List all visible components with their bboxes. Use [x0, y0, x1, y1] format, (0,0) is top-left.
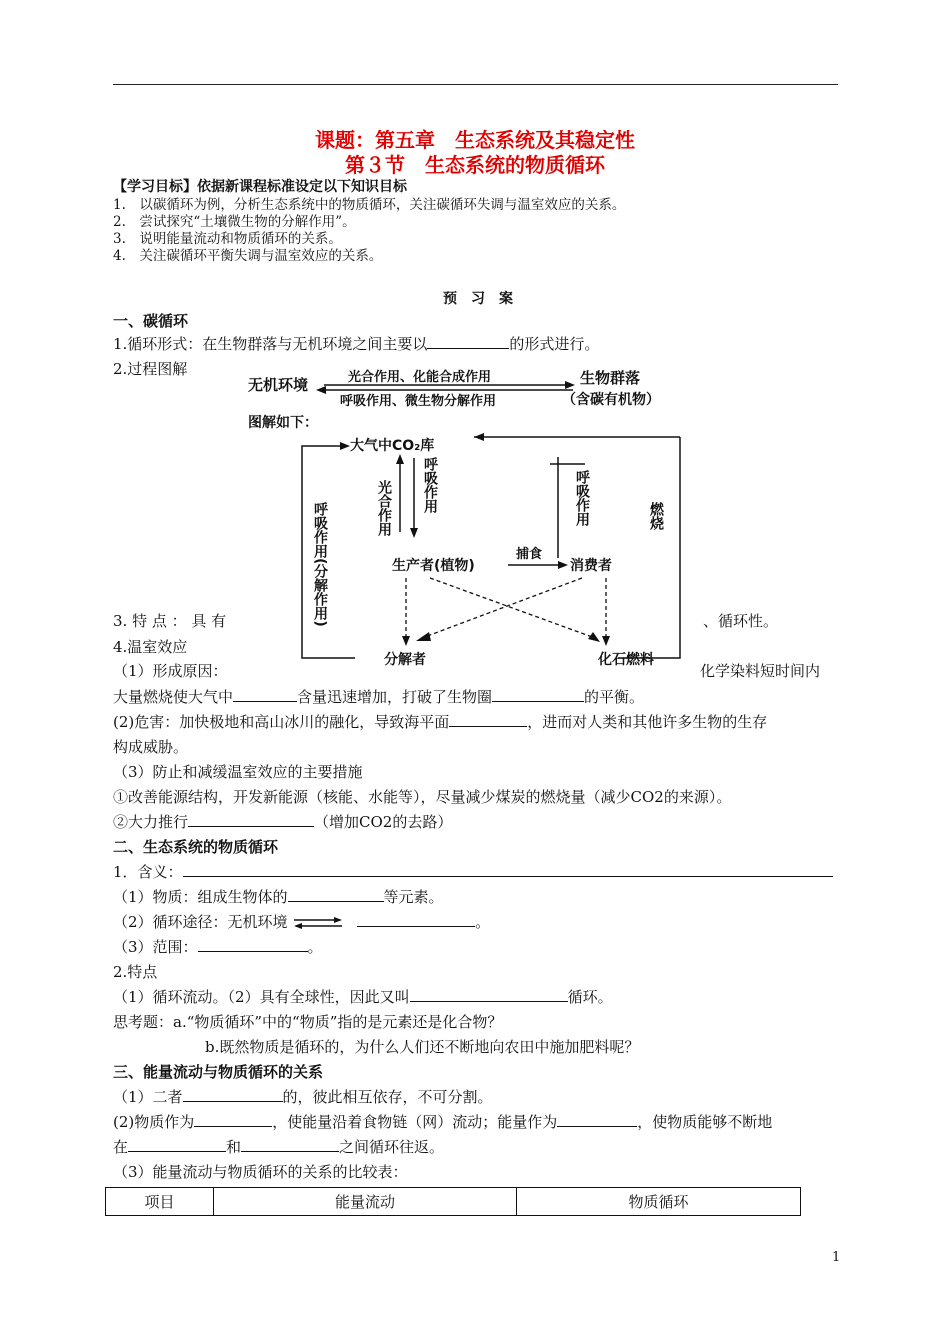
s1-m1: ①改善能源结构，开发新能源（核能、水能等），尽量减少煤炭的燃烧量（减少CO2的来源）。 — [113, 788, 732, 806]
blank[interactable] — [128, 1137, 226, 1152]
blank[interactable] — [198, 937, 308, 952]
s2-q1-3: （3）范围： 。 — [113, 938, 323, 956]
blank[interactable] — [410, 987, 568, 1002]
s3-p1: （1）二者 的，彼此相互依存，不可分割。 — [113, 1088, 493, 1106]
s1-q4-1-post: 化学染料短时间内 — [700, 662, 821, 680]
diag-photo: 光合作用 — [376, 480, 392, 536]
diag-resp-decomp: 呼吸作用(分解作用) — [312, 502, 328, 627]
s2-q1-1: （1）物质：组成生物体的 等元素。 — [113, 888, 444, 906]
s2-q2: 2.特点 — [113, 963, 158, 981]
section2-heading: 二、生态系统的物质循环 — [113, 838, 279, 856]
s1-q4-1-line2: 大量燃烧使大气中 含量迅速增加，打破了生物圈 的平衡。 — [113, 688, 645, 706]
diag-bottom-arrow: 呼吸作用、微生物分解作用 — [340, 394, 497, 409]
table-header-cell: 项目 — [106, 1188, 214, 1216]
table-row — [106, 1188, 801, 1216]
s1-q4-3: （3）防止和减缓温室效应的主要措施 — [113, 763, 363, 781]
diag-resp2: 呼吸作用 — [574, 470, 590, 526]
diag-prey: 捕食 — [516, 547, 543, 562]
section1-heading: 一、碳循环 — [113, 312, 189, 330]
s3-p2: (2)物质作为 ，使能量沿着食物链（网）流动；能量作为 ，使物质能够不断地 — [113, 1113, 773, 1131]
blank[interactable] — [427, 334, 509, 349]
goal-item: 4. 关注碳循环平衡失调与温室效应的关系。 — [113, 248, 383, 264]
s1-q4-2-line2: 构成威胁。 — [113, 738, 189, 756]
diag-fossil: 化石燃料 — [598, 652, 654, 668]
s1-q3-post: 、循环性。 — [703, 612, 779, 630]
title-line1: 课题：第五章 生态系统及其稳定性 — [315, 128, 635, 152]
blank[interactable] — [241, 1137, 339, 1152]
s1-q4-1-pre: （1）形成原因： — [113, 662, 228, 680]
diag-decomposer: 分解者 — [384, 652, 426, 668]
goal-item: 1. 以碳循环为例，分析生态系统中的物质循环，关注碳循环失调与温室效应的关系。 — [113, 197, 626, 213]
section3-heading: 三、能量流动与物质循环的关系 — [113, 1063, 324, 1081]
s1-q2: 2.过程图解 — [113, 360, 188, 378]
blank[interactable] — [183, 862, 833, 877]
diag-consumer: 消费者 — [570, 558, 612, 574]
s1-q1: 1.循环形式：在生物群落与无机环境之间主要以 的形式进行。 — [113, 335, 600, 353]
blank[interactable] — [194, 1112, 272, 1127]
carbon-cycle-diagram — [240, 362, 710, 672]
preview-heading: 预 习 案 — [443, 291, 513, 307]
diag-co2: 大气中CO₂库 — [350, 438, 435, 454]
title-line2: 第３节 生态系统的物质循环 — [345, 153, 605, 177]
diag-caption: 图解如下： — [248, 415, 318, 431]
blank[interactable] — [492, 687, 584, 702]
table-header-cell: 物质循环 — [517, 1188, 801, 1216]
s3-p3: （3）能量流动与物质循环的关系的比较表： — [113, 1163, 408, 1181]
goals-heading: 【学习目标】依据新课程标准设定以下知识目标 — [113, 179, 407, 195]
s2-q2-1: （1）循环流动。（2）具有全球性，因此又叫 循环。 — [113, 988, 613, 1006]
double-arrow-icon — [292, 916, 344, 930]
page-number: 1 — [832, 1250, 841, 1265]
s1-q4-2: (2)危害：加快极地和高山冰川的融化，导致海平面 ，进而对人类和其他许多生物的生存 — [113, 713, 768, 731]
s1-q3-pre: 3. 特 点 ： 具 有 — [113, 612, 227, 630]
s1-q4: 4.温室效应 — [113, 638, 188, 656]
diag-left: 无机环境 — [248, 376, 309, 394]
s1-m2: ②大力推行 （增加CO2的去路） — [113, 813, 453, 831]
diag-resp1: 呼吸作用 — [422, 457, 438, 513]
comparison-table — [105, 1187, 801, 1216]
s2-q1-2: （2）循环途径：无机环境 。 — [113, 913, 491, 931]
top-rule — [113, 84, 838, 85]
blank[interactable] — [188, 812, 314, 827]
blank[interactable] — [357, 912, 475, 927]
goal-item: 3. 说明能量流动和物质循环的关系。 — [113, 231, 342, 247]
diag-top-arrow: 光合作用、化能合成作用 — [348, 370, 492, 385]
diag-right-note: （含碳有机物） — [562, 392, 660, 408]
blank[interactable] — [288, 887, 384, 902]
diag-burn: 燃烧 — [648, 502, 664, 530]
s2-think-b: b.既然物质是循环的，为什么人们还不断地向农田中施加肥料呢？ — [205, 1038, 640, 1056]
blank[interactable] — [183, 1087, 283, 1102]
blank[interactable] — [449, 712, 527, 727]
diag-producer: 生产者(植物) — [392, 558, 475, 574]
table-header-cell: 能量流动 — [214, 1188, 517, 1216]
s3-p2-line2: 在 和 之间循环往返。 — [113, 1138, 445, 1156]
blank[interactable] — [233, 687, 297, 702]
blank[interactable] — [557, 1112, 637, 1127]
diag-right: 生物群落 — [580, 369, 641, 387]
s2-q1: 1．含义： — [113, 861, 833, 882]
s2-think-a: 思考题：a.“物质循环”中的“物质”指的是元素还是化合物？ — [113, 1013, 503, 1031]
goal-item: 2. 尝试探究“土壤微生物的分解作用”。 — [113, 214, 356, 230]
